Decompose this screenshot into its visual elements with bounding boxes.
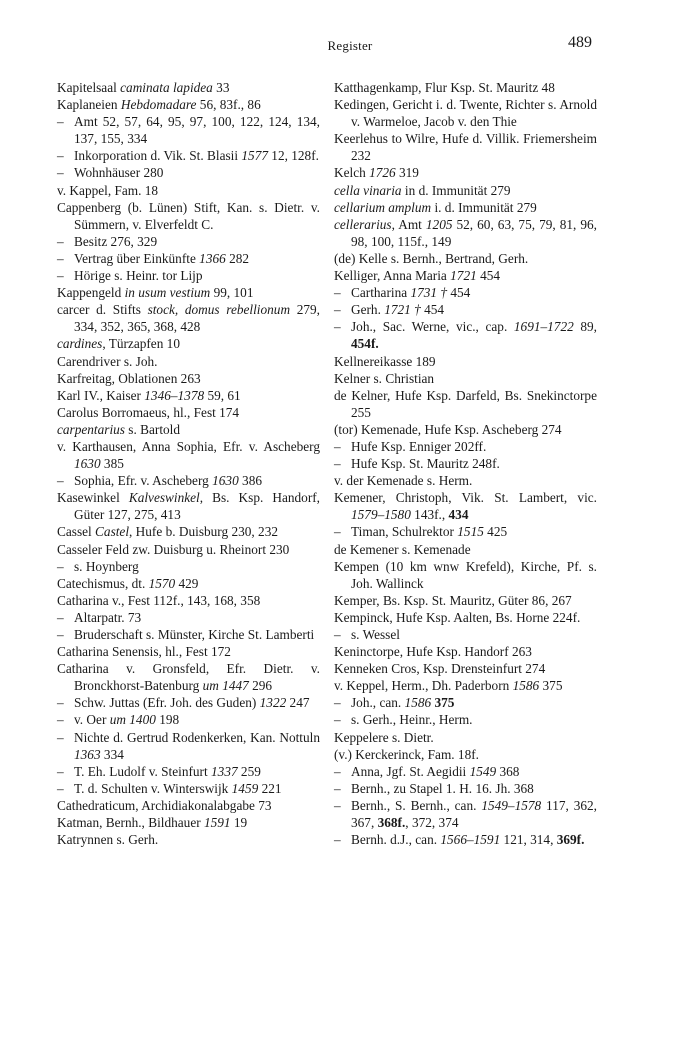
- index-subentry: [57, 763, 320, 780]
- entry-text: 117, 362, 367,: [351, 797, 597, 831]
- entry-text: Hufe Ksp. St. Mauritz 248f.: [351, 456, 500, 472]
- italic-text: 1731 †: [410, 285, 448, 301]
- entry-text: Joh., can.: [351, 695, 405, 711]
- subentry-dash: –: [57, 609, 64, 625]
- italic-text: cardines: [57, 336, 103, 352]
- italic-text: 1586: [404, 695, 432, 711]
- subentry-dash: –: [57, 114, 64, 130]
- entry-text: Kempen (10 km wnw Krefeld), Kirche, Pf. s. Joh. Wallinck: [334, 558, 597, 591]
- running-head-title: Register: [327, 38, 373, 53]
- entry-text: Kenneken Cros, Ksp. Drensteinfurt 274: [334, 661, 546, 677]
- index-entry: [57, 387, 320, 404]
- index-entry: [334, 660, 597, 677]
- entry-text: , Türzapfen 10: [102, 336, 180, 352]
- index-subentry: [334, 797, 597, 831]
- entry-text: Joh., Sac. Werne, vic., cap.: [351, 319, 514, 335]
- italic-text: 1586: [512, 678, 540, 694]
- italic-text: 1549–1578: [481, 797, 542, 813]
- italic-text: carpentarius: [57, 421, 125, 437]
- index-subentry: [57, 164, 320, 181]
- entry-text: Nichte d. Gertrud Rodenkerken, Kan. Nottuln: [74, 729, 320, 745]
- entry-text: (de) Kelle s. Bernh., Bertrand, Gerh.: [334, 250, 529, 266]
- entry-text: Kapitelsaal: [57, 80, 121, 95]
- entry-text: 454: [420, 302, 445, 318]
- subentry-dash: –: [57, 627, 64, 642]
- entry-text: 99, 101: [210, 285, 254, 301]
- entry-text: Kemper, Bs. Ksp. St. Mauritz, Güter 86, 267: [334, 592, 572, 608]
- subentry-dash: –: [334, 627, 341, 642]
- index-subentry: [334, 523, 597, 540]
- index-entry: [334, 472, 597, 489]
- italic-text: 1630: [212, 473, 239, 489]
- entry-text: 454: [447, 285, 471, 301]
- italic-text: 1337: [211, 763, 238, 779]
- index-entry: [57, 523, 320, 540]
- index-entry: [57, 660, 320, 694]
- index-subentry: [334, 438, 597, 455]
- entry-text: Keerlehus to Wilre, Hufe d. Villik. Friemersheim 232: [334, 131, 597, 164]
- index-entry: [334, 677, 597, 694]
- italic-text: Castel: [95, 524, 130, 540]
- entry-text: , Hufe b. Duisburg 230, 232: [129, 524, 278, 540]
- entry-text: 19: [230, 815, 248, 831]
- index-entry: [57, 575, 320, 592]
- entry-text: 52, 60, 63, 75, 79, 81, 96, 98, 100, 115f., 149: [351, 216, 597, 249]
- entry-text: Hufe Ksp. Enniger 202ff.: [351, 438, 487, 454]
- index-entry: [334, 199, 597, 216]
- italic-text: 1579–1580: [351, 507, 411, 523]
- entry-text: 386: [238, 473, 262, 489]
- subentry-dash: –: [57, 712, 64, 728]
- entry-text: 279, 334, 352, 365, 368, 428: [74, 302, 321, 335]
- index-subentry: [57, 780, 320, 797]
- bold-page-ref: 434: [448, 507, 469, 523]
- entry-text: Cassel: [57, 524, 96, 540]
- entry-text: v. Keppel, Herm., Dh. Paderborn: [334, 678, 513, 694]
- italic-text: in usum vestium: [124, 285, 211, 301]
- italic-text: 1346–1378: [144, 387, 205, 403]
- italic-text: 1630: [74, 456, 101, 472]
- entry-text: , 372, 374: [405, 815, 459, 831]
- index-subentry: [57, 729, 320, 763]
- entry-text: Kellnereikasse 189: [334, 353, 436, 369]
- index-subentry: [57, 609, 320, 626]
- index-entry: [57, 541, 320, 558]
- subentry-dash: –: [57, 780, 64, 796]
- entry-text: Besitz 276, 329: [74, 233, 158, 249]
- entry-text: 12, 128f.: [267, 148, 319, 164]
- italic-text: 1570: [148, 575, 176, 591]
- page-number: 489: [568, 34, 592, 51]
- entry-text: 143f.,: [410, 507, 449, 523]
- subentry-dash: –: [57, 233, 64, 249]
- index-entry: [57, 353, 320, 370]
- subentry-dash: –: [334, 763, 341, 779]
- index-entry: [57, 96, 320, 113]
- index-entry: [334, 267, 597, 284]
- index-subentry: [334, 284, 597, 301]
- subentry-dash: –: [57, 558, 64, 574]
- italic-text: 1721 †: [384, 302, 421, 318]
- entry-text: 221: [258, 780, 282, 796]
- entry-text: s. Wessel: [351, 627, 400, 642]
- index-entry: [57, 438, 320, 472]
- entry-text: v. der Kemenade s. Herm.: [334, 473, 473, 489]
- entry-text: Kemener, Christoph, Vik. St. Lambert, vic.: [334, 490, 597, 506]
- entry-text: Carendriver s. Joh.: [57, 353, 158, 369]
- index-entry: [57, 831, 320, 848]
- italic-text: 1721: [450, 268, 477, 284]
- index-entry: [57, 370, 320, 387]
- italic-text: caminata lapidea: [120, 80, 213, 95]
- entry-text: Bernh. d.J., can.: [351, 832, 441, 848]
- italic-text: 1363: [74, 746, 101, 762]
- entry-text: Katthagenkamp, Flur Ksp. St. Mauritz 48: [334, 80, 555, 95]
- entry-text: , Bs. Ksp. Handorf, Güter 127, 275, 413: [74, 490, 320, 523]
- entry-text: 259: [237, 763, 261, 779]
- index-subentry: [334, 711, 597, 728]
- index-entry: [334, 216, 597, 250]
- entry-text: 247: [286, 695, 310, 711]
- index-entry: [57, 489, 320, 523]
- italic-text: um 1400: [109, 712, 156, 728]
- index-entry: [334, 746, 597, 763]
- entry-text: 296: [248, 678, 273, 694]
- entry-text: 33: [212, 80, 230, 95]
- index-column-right: [334, 79, 597, 848]
- italic-text: stock, domus rebellionum: [147, 302, 291, 318]
- index-subentry: [57, 558, 320, 575]
- entry-text: Keppelere s. Dietr.: [334, 729, 434, 745]
- entry-text: Catharina Senensis, hl., Fest 172: [57, 644, 231, 660]
- index-column-left: [57, 79, 320, 848]
- subentry-dash: –: [334, 524, 341, 540]
- italic-text: cellarium amplum: [334, 199, 432, 215]
- subentry-dash: –: [334, 319, 341, 335]
- entry-text: Kasewinkel: [57, 490, 129, 506]
- entry-text: , Amt: [391, 216, 426, 232]
- entry-text: Kelner s. Christian: [334, 370, 435, 386]
- index-entry: [334, 79, 597, 96]
- index-subentry: [57, 113, 320, 147]
- index-subentry: [334, 763, 597, 780]
- index-entry: [334, 592, 597, 609]
- subentry-dash: –: [334, 832, 341, 848]
- index-entry: [334, 96, 597, 130]
- index-subentry: [57, 472, 320, 489]
- index-subentry: [57, 694, 320, 711]
- subentry-dash: –: [334, 695, 341, 711]
- italic-text: 1691–1722: [513, 319, 574, 335]
- subentry-dash: –: [334, 438, 341, 454]
- index-entry: [334, 489, 597, 523]
- italic-text: 1549: [469, 763, 497, 779]
- bold-page-ref: 369f.: [556, 832, 585, 848]
- entry-text: 282: [225, 250, 250, 266]
- entry-text: 385: [100, 456, 124, 472]
- index-entry: [334, 558, 597, 592]
- entry-text: Kaplaneien: [57, 97, 121, 113]
- subentry-dash: –: [334, 780, 341, 796]
- entry-text: 89,: [573, 319, 597, 335]
- subentry-dash: –: [334, 285, 341, 301]
- entry-text: Inkorporation d. Vik. St. Blasii: [74, 148, 242, 164]
- entry-text: Bruderschaft s. Münster, Kirche St. Lamberti: [74, 627, 315, 642]
- entry-text: Cappenberg (b. Lünen) Stift, Kan. s. Dietr. v. Sümmern, v. Elverfeldt C.: [57, 199, 320, 232]
- index-entry: [334, 130, 597, 164]
- entry-text: de Kelner, Hufe Ksp. Darfeld, Bs. Snekinctorpe 255: [334, 387, 597, 420]
- italic-text: 1205: [425, 216, 453, 232]
- index-subentry: [57, 626, 320, 643]
- index-entry: [57, 814, 320, 831]
- entry-text: Altarpatr. 73: [74, 609, 142, 625]
- index-subentry: [334, 301, 597, 318]
- subentry-dash: –: [57, 473, 64, 489]
- index-entry: [57, 592, 320, 609]
- entry-text: Cartharina: [351, 285, 411, 301]
- index-subentry: [57, 711, 320, 728]
- subentry-dash: –: [334, 797, 341, 813]
- subentry-dash: –: [57, 695, 64, 711]
- entry-text: 56, 83f., 86: [196, 97, 261, 113]
- entry-text: Carolus Borromaeus, hl., Fest 174: [57, 404, 240, 420]
- index-entry: [334, 643, 597, 660]
- entry-text: Keninctorpe, Hufe Ksp. Handorf 263: [334, 644, 532, 660]
- index-subentry: [57, 250, 320, 267]
- entry-text: Kempinck, Hufe Ksp. Aalten, Bs. Horne 224f.: [334, 609, 581, 625]
- index-subentry: [57, 233, 320, 250]
- index-entry: [57, 199, 320, 233]
- index-entry: [334, 370, 597, 387]
- bold-page-ref: 368f.: [377, 815, 406, 831]
- entry-text: 375: [539, 678, 563, 694]
- italic-text: cellerarius: [334, 216, 392, 232]
- subentry-dash: –: [57, 763, 64, 779]
- index-subentry: [334, 694, 597, 711]
- entry-text: Kelch: [334, 165, 370, 181]
- index-entry: [57, 301, 320, 335]
- index-entry: [57, 404, 320, 421]
- entry-text: Karl IV., Kaiser: [57, 387, 145, 403]
- index-entry: [334, 541, 597, 558]
- entry-text: 121, 314,: [500, 832, 557, 848]
- index-entry: [334, 353, 597, 370]
- italic-text: 1366: [199, 250, 226, 266]
- subentry-dash: –: [334, 302, 341, 318]
- entry-text: Vertrag über Einkünfte: [74, 250, 200, 266]
- subentry-dash: –: [57, 148, 64, 164]
- entry-text: Bernh., zu Stapel 1. H. 16. Jh. 368: [351, 780, 534, 796]
- entry-text: v. Oer: [74, 712, 110, 728]
- index-entry: [334, 387, 597, 421]
- entry-text: Catharina v. Gronsfeld, Efr. Dietr. v. Bronckhorst-Batenburg: [57, 661, 320, 694]
- entry-text: 319: [395, 165, 419, 181]
- index-entry: [57, 79, 320, 96]
- italic-text: 1566–1591: [440, 832, 501, 848]
- bold-page-ref: 454f.: [351, 336, 379, 352]
- entry-text: T. Eh. Ludolf v. Steinfurt: [74, 763, 212, 779]
- entry-text: Timan, Schulrektor: [351, 524, 458, 540]
- index-entry: [57, 284, 320, 301]
- entry-text: T. d. Schulten v. Winterswijk: [74, 780, 232, 796]
- entry-text: Anna, Jgf. St. Aegidii: [351, 763, 470, 779]
- subentry-dash: –: [57, 165, 64, 181]
- index-subentry: [334, 626, 597, 643]
- entry-text: v. Kappel, Fam. 18: [57, 182, 159, 198]
- entry-text: Wohnhäuser 280: [74, 165, 164, 181]
- subentry-dash: –: [57, 729, 64, 745]
- italic-text: 1726: [369, 165, 396, 181]
- index-entry: [57, 182, 320, 199]
- index-entry: [334, 250, 597, 267]
- entry-text: Amt 52, 57, 64, 95, 97, 100, 122, 124, 134, 137, 155, 334: [74, 114, 320, 147]
- entry-text: (tor) Kemenade, Hufe Ksp. Ascheberg 274: [334, 421, 562, 437]
- italic-text: cella vinaria: [334, 182, 402, 198]
- entry-text: 368: [496, 763, 520, 779]
- index-entry: [57, 797, 320, 814]
- italic-text: 1459: [231, 780, 259, 796]
- subentry-dash: –: [334, 456, 341, 472]
- index-entry: [57, 643, 320, 660]
- index-entry: [334, 421, 597, 438]
- index-subentry: [334, 455, 597, 472]
- italic-text: Kalveswinkel: [128, 490, 200, 506]
- italic-text: 1591: [203, 815, 231, 831]
- entry-text: s. Gerh., Heinr., Herm.: [351, 712, 473, 728]
- italic-text: um 1447: [202, 678, 249, 694]
- index-subentry: [57, 267, 320, 284]
- entry-text: Catharina v., Fest 112f., 143, 168, 358: [57, 592, 261, 608]
- index-entry: [57, 421, 320, 438]
- entry-text: (v.) Kerckerinck, Fam. 18f.: [334, 746, 479, 762]
- entry-text: Catechismus, dt.: [57, 575, 149, 591]
- bold-page-ref: 375: [434, 695, 455, 711]
- entry-text: Sophia, Efr. v. Ascheberg: [74, 473, 213, 489]
- entry-text: Hörige s. Heinr. tor Lijp: [74, 268, 203, 284]
- index-subentry: [334, 780, 597, 797]
- subentry-dash: –: [334, 712, 341, 728]
- italic-text: Hebdomadare: [120, 97, 197, 113]
- index-subentry: [334, 318, 597, 352]
- italic-text: 1322: [259, 695, 287, 711]
- entry-text: s. Hoynberg: [74, 558, 139, 574]
- entry-text: Katman, Bernh., Bildhauer: [57, 815, 204, 831]
- entry-text: 425: [483, 524, 508, 540]
- entry-text: Cathedraticum, Archidiakonalabgabe 73: [57, 797, 272, 813]
- entry-text: Casseler Feld zw. Duisburg u. Rheinort 230: [57, 541, 290, 557]
- index-subentry: [57, 147, 320, 164]
- index-entry: [57, 335, 320, 352]
- entry-text: 59, 61: [204, 387, 241, 403]
- italic-text: 1515: [457, 524, 484, 540]
- index-subentry: [334, 831, 597, 848]
- entry-text: Bernh., S. Bernh., can.: [351, 797, 482, 813]
- entry-text: Karfreitag, Oblationen 263: [57, 370, 201, 386]
- index-entry: [334, 182, 597, 199]
- index-entry: [334, 609, 597, 626]
- entry-text: Katrynnen s. Gerh.: [57, 832, 159, 848]
- entry-text: 334: [100, 746, 124, 762]
- index-entry: [334, 729, 597, 746]
- entry-text: v. Karthausen, Anna Sophia, Efr. v. Ascheberg: [57, 438, 320, 454]
- italic-text: 1577: [241, 148, 268, 164]
- entry-text: s. Bartold: [124, 421, 181, 437]
- entry-text: Schw. Juttas (Efr. Joh. des Guden): [74, 695, 260, 711]
- entry-text: Kappengeld: [57, 285, 125, 301]
- entry-text: Kelliger, Anna Maria: [334, 268, 451, 284]
- entry-text: Kedingen, Gericht i. d. Twente, Richter s. Arnold v. Warmeloe, Jacob v. den Thie: [334, 97, 597, 130]
- entry-text: Gerh.: [351, 302, 385, 318]
- entry-text: i. d. Immunität 279: [431, 199, 537, 215]
- index-entry: [334, 164, 597, 181]
- entry-text: de Kemener s. Kemenade: [334, 541, 471, 557]
- subentry-dash: –: [57, 250, 64, 266]
- subentry-dash: –: [57, 268, 64, 284]
- entry-text: 198: [155, 712, 180, 728]
- entry-text: 429: [175, 575, 199, 591]
- entry-text: 454: [476, 268, 501, 284]
- entry-text: carcer d. Stifts: [57, 302, 148, 318]
- entry-text: in d. Immunität 279: [401, 182, 511, 198]
